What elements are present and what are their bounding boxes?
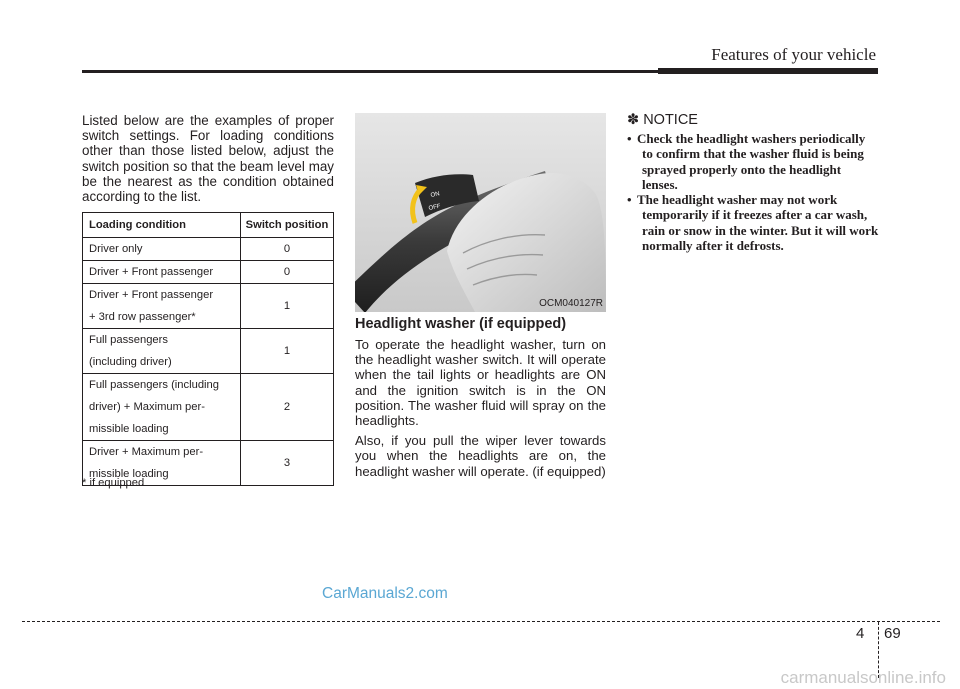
notice-list [627,131,879,253]
section-title: Features of your vehicle [711,45,876,64]
notice-title: NOTICE [643,112,698,128]
position-cell: 1 [241,329,334,374]
intro-paragraph: Listed below are the examples of proper switch settings. For loading conditions other than those listed below, adjust the switch position so that the beam level may be the nearest as the condition obtained according to the list. [82,113,334,205]
wiper-lever-photo [355,113,606,312]
position-cell: 2 [241,374,334,441]
notice-text: Check the headlight washers periodically to confirm that the washer fluid is being sprayed properly onto the headlight lenses. [637,131,866,192]
table-footnote: * if equipped [82,477,145,489]
position-cell: 3 [241,441,334,486]
list-item [627,192,879,253]
section-heading: Headlight washer (if equipped) [355,316,567,332]
bullet-icon: • [627,131,632,146]
condition-line: missible loading [89,423,169,435]
watermark-link[interactable]: CarManuals2.com [322,585,448,602]
loading-condition-table [82,212,334,486]
footer-watermark: carmanualsonline.info [780,668,946,687]
condition-cell [83,261,241,284]
notice-text: The headlight washer may not work temporarily if it freezes after a car wash, rain or snow in the winter. But it will work normally after it defrosts. [637,192,879,254]
intro-block [82,113,334,204]
header-switch-position: Switch position [241,213,334,238]
lever-illustration [355,113,606,312]
position-cell: 1 [241,284,334,329]
condition-cell [83,284,241,329]
condition-line: Driver + Front passenger [89,289,214,301]
page-number: 69 [884,625,901,642]
condition-cell [83,374,241,441]
condition-cell [83,329,241,374]
table-row [83,284,334,329]
bullet-icon: • [627,192,632,208]
position-cell: 0 [241,261,334,284]
condition-line: Full passengers [89,334,168,346]
chapter-number: 4 [856,625,865,642]
condition-line: Driver + Front passenger [89,266,214,278]
table-row [83,329,334,374]
paragraph: To operate the headlight washer, turn on the headlight washer switch. It will operate when the tail lights or headlights are ON and the ignition switch is in the ON position. The washer fluid will spray on the headlights. [355,337,606,429]
table-row [83,374,334,441]
table-header-row [83,213,334,238]
paragraph: Also, if you pull the wiper lever towards you when the headlights are on, the headlight washer will operate. (if equipped) [355,433,606,479]
header-rule-accent [658,68,878,74]
notice-heading [627,112,698,128]
lever-label-off: OFF [428,203,442,212]
washer-description [355,337,606,484]
footer-rule [22,621,940,622]
condition-line: Driver + Maximum per- [89,446,204,458]
table-row [83,261,334,284]
condition-line: Driver only [89,243,143,255]
condition-line: (including driver) [89,356,172,368]
condition-line: missible loading [89,468,169,480]
condition-line: + 3rd row passenger* [89,311,196,323]
condition-cell [83,238,241,261]
position-cell: 0 [241,238,334,261]
figure-code: OCM040127R [539,298,603,309]
table-row [83,238,334,261]
condition-line: Full passengers (including [89,379,219,391]
lever-label-on: ON [430,191,441,199]
header-loading-condition: Loading condition [83,213,241,238]
notice-icon: ✽ [627,112,640,128]
condition-line: driver) + Maximum per- [89,401,205,413]
list-item [627,131,879,192]
